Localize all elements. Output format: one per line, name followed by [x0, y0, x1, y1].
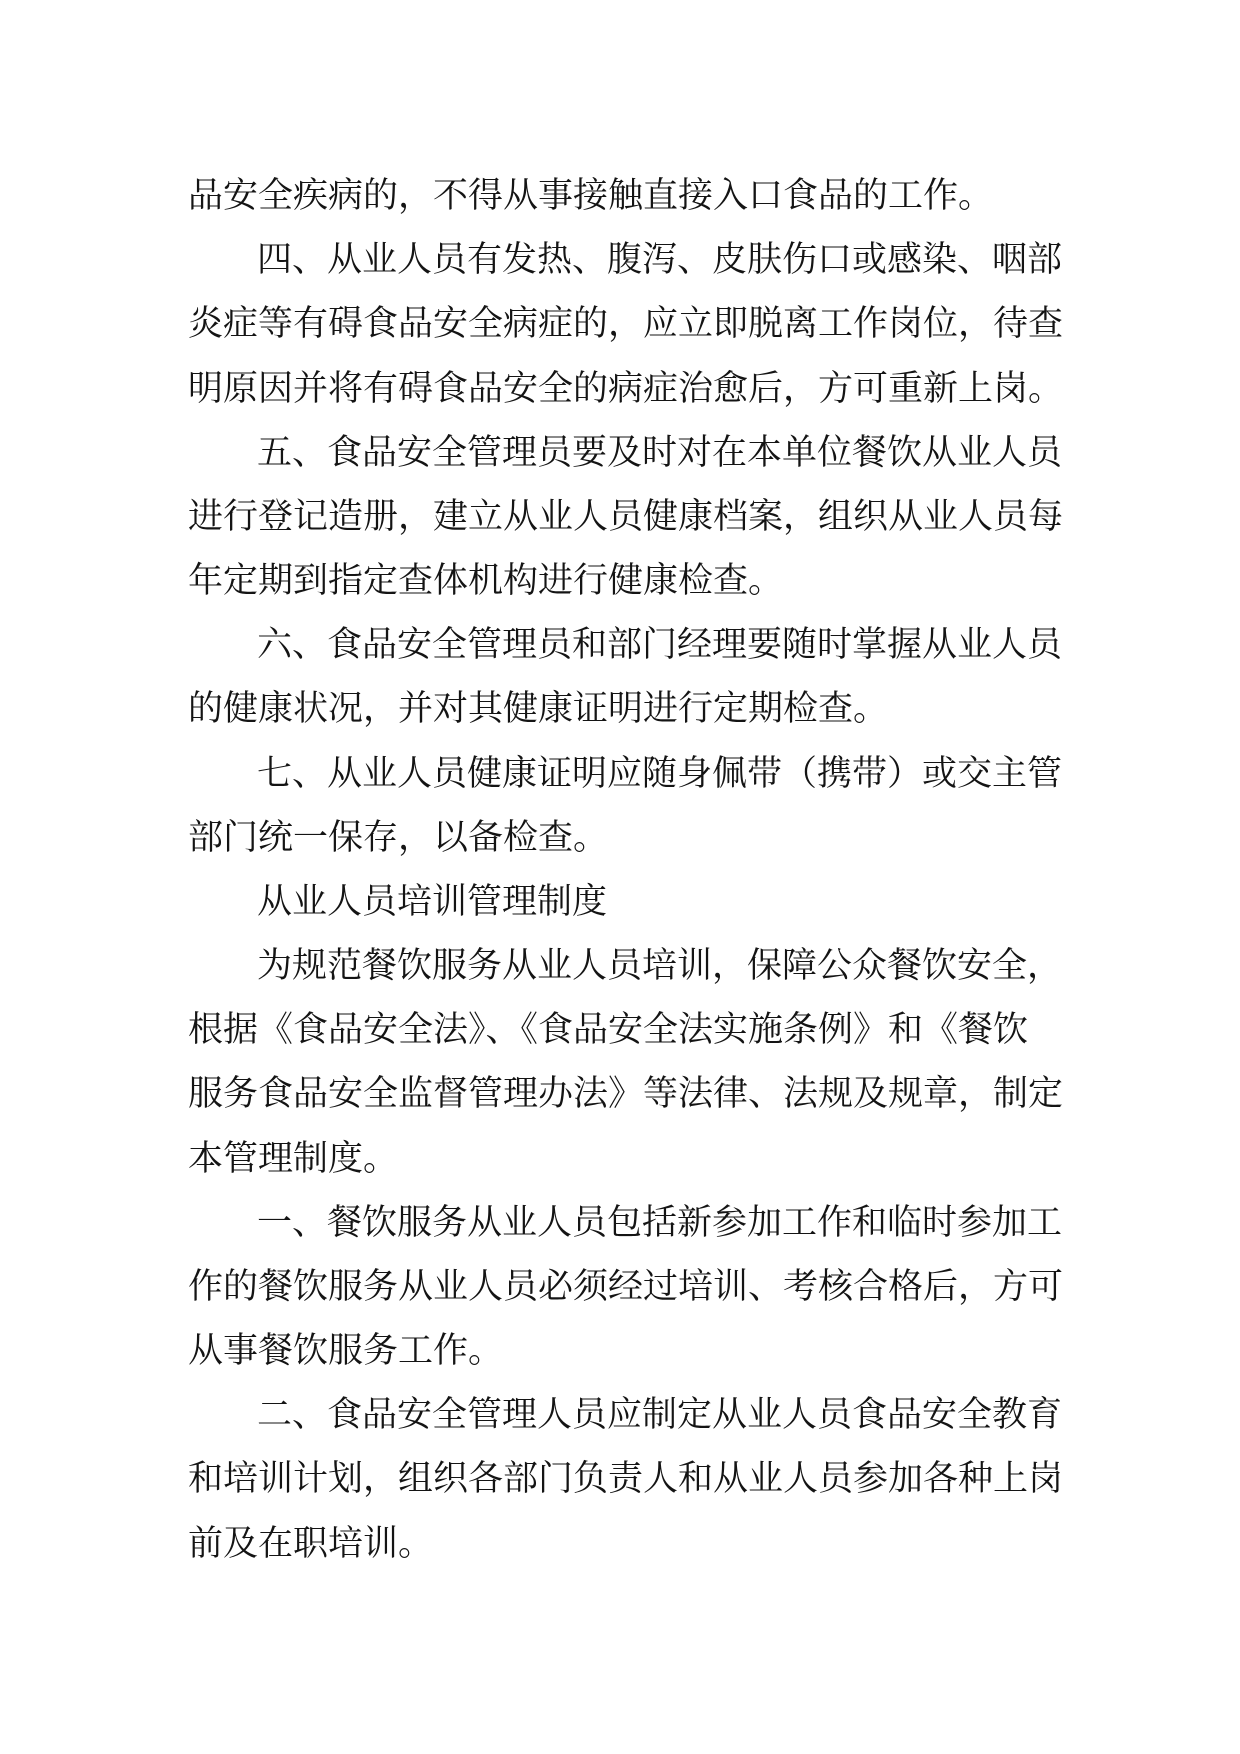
section-heading: 从业人员培训管理制度: [257, 882, 608, 922]
text-line: 本管理制度。: [188, 1139, 399, 1179]
text-line: 服务食品安全监督管理办法》等法律、法规及规章，制定: [188, 1074, 1064, 1114]
text-line: 前及在职培训。: [188, 1524, 434, 1564]
text-line: 五、食品安全管理员要及时对在本单位餐饮从业人员: [257, 433, 1063, 473]
text-line: 进行登记造册，建立从业人员健康档案，组织从业人员每: [188, 497, 1064, 537]
text-line: 七、从业人员健康证明应随身佩带（携带）或交主管: [257, 754, 1063, 794]
text-line: 六、食品安全管理员和部门经理要随时掌握从业人员: [257, 625, 1063, 665]
text-line: 根据《食品安全法》、《食品安全法实施条例》和《餐饮: [188, 1010, 1029, 1050]
text-line: 部门统一保存，以备检查。: [188, 818, 609, 858]
text-line: 从事餐饮服务工作。: [188, 1331, 504, 1371]
text-line: 明原因并将有碍食品安全的病症治愈后，方可重新上岗。: [188, 369, 1064, 409]
text-line: 作的餐饮服务从业人员必须经过培训、考核合格后，方可: [188, 1267, 1064, 1307]
text-line: 一、餐饮服务从业人员包括新参加工作和临时参加工: [257, 1203, 1063, 1243]
text-line: 品安全疾病的，不得从事接触直接入口食品的工作。: [188, 176, 994, 216]
text-line: 年定期到指定查体机构进行健康检查。: [188, 561, 784, 601]
text-line: 的健康状况，并对其健康证明进行定期检查。: [188, 689, 889, 729]
text-line: 炎症等有碍食品安全病症的，应立即脱离工作岗位，待查: [188, 304, 1064, 344]
text-line: 为规范餐饮服务从业人员培训，保障公众餐饮安全，: [257, 946, 1063, 986]
text-line: 四、从业人员有发热、腹泻、皮肤伤口或感染、咽部: [257, 240, 1063, 280]
text-line: 二、食品安全管理人员应制定从业人员食品安全教育: [257, 1395, 1063, 1435]
text-line: 和培训计划，组织各部门负责人和从业人员参加各种上岗: [188, 1459, 1064, 1499]
